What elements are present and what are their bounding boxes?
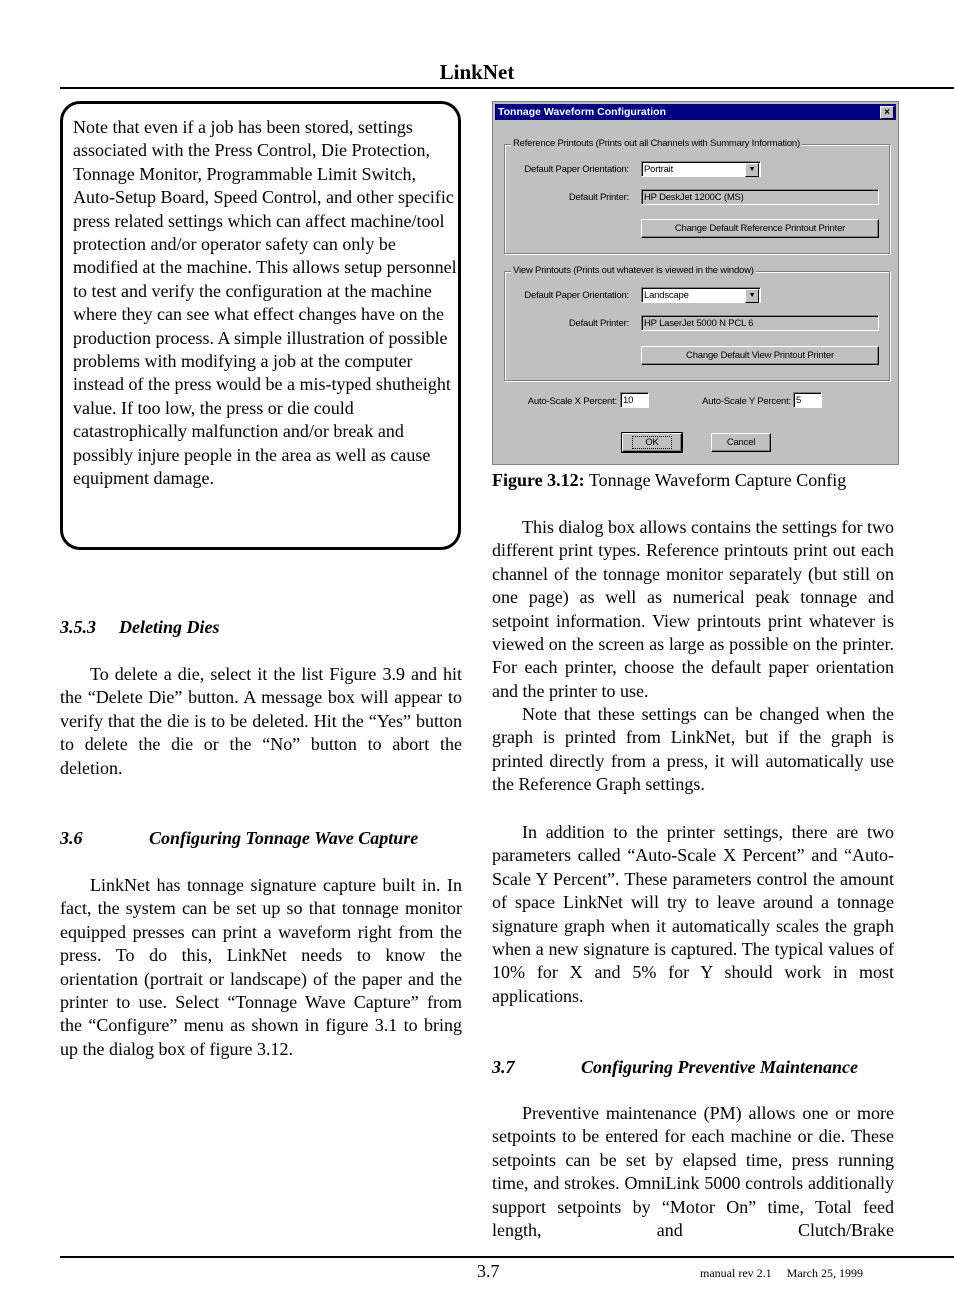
section-heading-preventive-maintenance	[492, 1057, 858, 1078]
view-orientation-select[interactable]	[641, 287, 761, 303]
view-printer-field: HP LaserJet 5000 N PCL 6	[641, 315, 879, 331]
reference-printer-label: Default Printer:	[568, 192, 629, 203]
view-printer-label: Default Printer:	[568, 318, 629, 329]
view-group-label: View Printouts (Prints out whatever is viewed in the window)	[513, 265, 754, 276]
figure-label: Figure 3.12:	[492, 470, 585, 490]
tonnage-waveform-dialog	[492, 101, 899, 465]
reference-printer-field: HP DeskJet 1200C (MS)	[641, 189, 879, 205]
ok-button-label: OK	[632, 436, 671, 449]
preventive-maintenance-paragraph: Preventive maintenance (PM) allows one or more setpoints to be entered for each machine or die. These setpoints can be set by elapsed time, press running time, and strokes. OmniLink 5000 controls additionally support setpoints by “Motor On” time, Total feed length, and Clutch/Brake	[492, 1103, 894, 1241]
autoscale-paragraph: In addition to the printer settings, there are two parameters called “Auto-Scale X Percent” and “Auto-Scale Y Percent”. These parameters control the amount of space LinkNet will try to leave around a tonnage signature graph when it automatically scales the graph when a new signature is captured. The typical values of 10% for X and 5% for Y should work in most applications.	[492, 822, 894, 1006]
section-heading-deleting-dies	[60, 617, 220, 638]
reference-orientation-label: Default Paper Orientation:	[524, 164, 629, 175]
figure-caption-text: Tonnage Waveform Capture Config	[588, 470, 847, 490]
note-box	[60, 101, 461, 550]
section-number: 3.5.3	[60, 617, 96, 637]
chevron-down-icon[interactable]: ▼	[745, 163, 759, 177]
page-number: 3.7	[477, 1261, 500, 1281]
manual-revision: manual rev 2.1 March 25, 1999	[700, 1266, 863, 1280]
change-view-printer-button[interactable]: Change Default View Printout Printer	[641, 346, 879, 365]
section-number: 3.6	[60, 828, 83, 848]
change-reference-printer-button[interactable]: Change Default Reference Printout Printer	[641, 219, 879, 238]
chevron-down-icon[interactable]: ▼	[745, 289, 759, 303]
close-icon[interactable]: ×	[880, 106, 894, 119]
deleting-dies-paragraph: To delete a die, select it the list Figure 3.9 and hit the “Delete Die” button. A message box will appear to verify that the die is to be deleted. Hit the “Yes” button to delete the die or the “No” button to abort the deletion.	[60, 664, 462, 778]
autoscale-y-input[interactable]: 5	[793, 392, 822, 408]
section-number: 3.7	[492, 1057, 515, 1077]
view-orientation-label: Default Paper Orientation:	[524, 290, 629, 301]
ok-button[interactable]	[622, 433, 682, 452]
header-title: LinkNet	[439, 60, 515, 84]
footer-rule	[60, 1256, 954, 1258]
section-title: Configuring Tonnage Wave Capture	[149, 828, 419, 848]
dialog-titlebar	[495, 104, 896, 120]
print-types-paragraph: This dialog box allows contains the settings for two different print types. Reference printouts print out each channel of the tonnage monitor separately (but still on one page) as well as numerical peak tonnage and setpoint information. View printouts print whatever is viewed on the screen as large as possible on the printer. For each printer, choose the default paper orientation and the printer to use.	[492, 517, 894, 701]
autoscale-x-input[interactable]: 10	[620, 392, 649, 408]
dialog-title: Tonnage Waveform Configuration	[498, 106, 666, 118]
autoscale-y-label: Auto-Scale Y Percent:	[702, 396, 791, 407]
reference-orientation-value: Portrait	[644, 164, 674, 175]
cancel-button[interactable]: Cancel	[711, 433, 771, 452]
tonnage-wave-paragraph: LinkNet has tonnage signature capture built in. In fact, the system can be set up so that tonnage monitor equipped presses can print a waveform right from the press. To do this, LinkNet needs to know the orientation (portrait or landscape) of the paper and the printer to use. Select “Tonnage Wave Capture” from the “Configure” menu as shown in figure 3.1 to bring up the dialog box of figure 3.12.	[60, 875, 462, 1059]
reference-orientation-select[interactable]	[641, 161, 761, 177]
settings-note-paragraph: Note that these settings can be changed when the graph is printed from LinkNet, but if the graph is printed directly from a press, it will automatically use the Reference Graph settings.	[492, 704, 894, 795]
reference-group-label: Reference Printouts (Prints out all Channels with Summary Information)	[513, 138, 800, 149]
figure-caption	[492, 470, 846, 491]
autoscale-x-label: Auto-Scale X Percent:	[527, 396, 617, 407]
header-rule	[60, 87, 954, 89]
note-text: Note that even if a job has been stored, settings associated with the Press Control, Die Protection, Tonnage Monitor, Programmable Limit Switch, Auto-Setup Board, Speed Control, and other specific press related settings which can affect machine/tool protection and/or operator safety can only be modified at the machine. This allows setup personnel to test and verify the configuration at the machine where they can see what effect changes have on the production process. A simple illustration of possible problems with modifying a job at the computer instead of the press would be a mis-typed shutheight value. If too low, the press or die could catastrophically malfunction and/or break and possibly injure people in the area as well as cause equipment damage.	[73, 117, 457, 489]
section-title: Deleting Dies	[119, 617, 220, 637]
section-title: Configuring Preventive Maintenance	[581, 1057, 859, 1077]
section-heading-tonnage-wave	[60, 828, 418, 849]
view-orientation-value: Landscape	[644, 290, 689, 301]
